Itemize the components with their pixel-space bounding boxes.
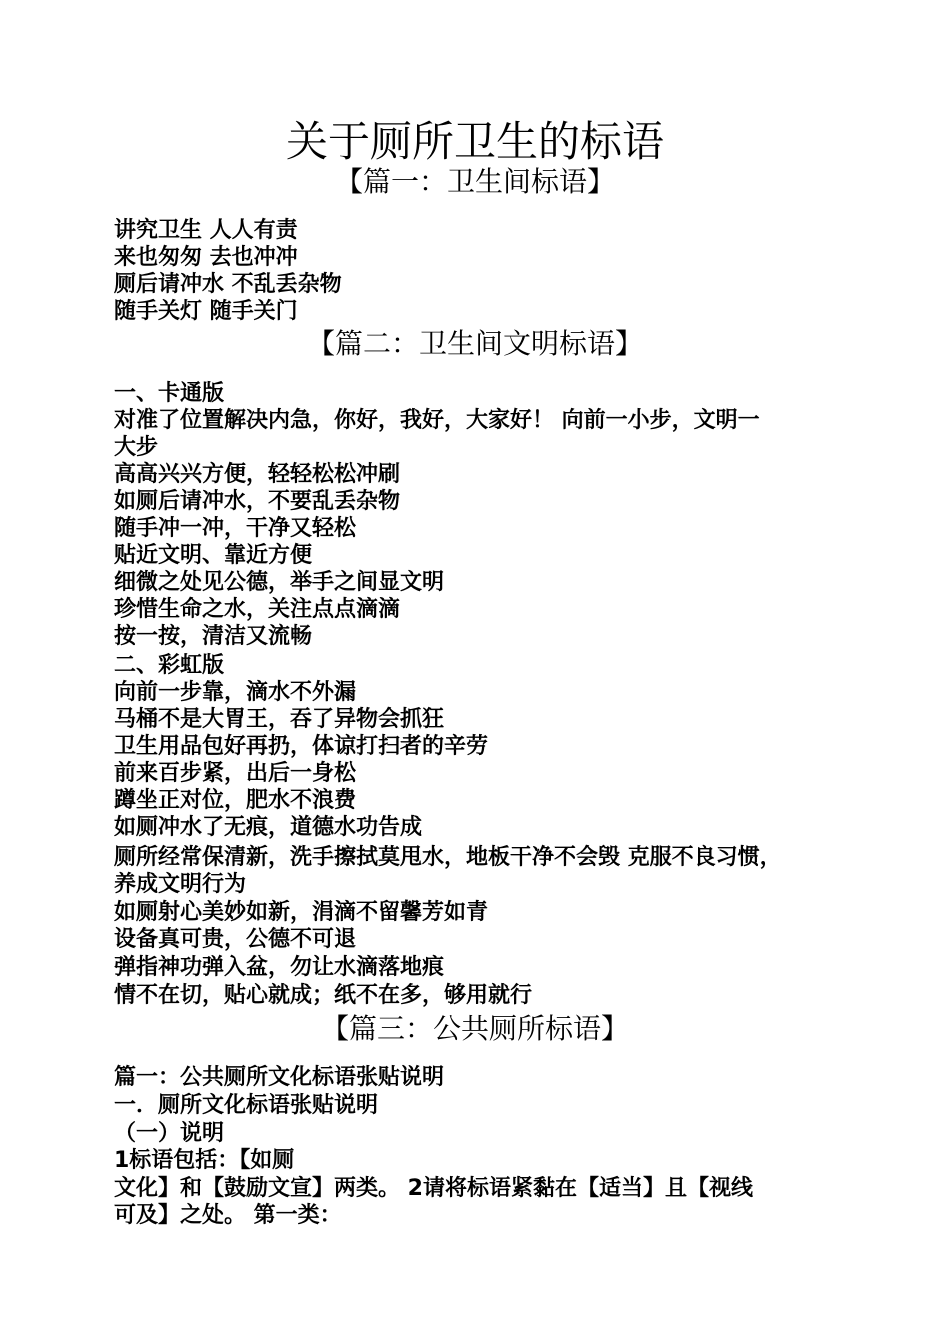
text-line: （一）说明 — [114, 1121, 225, 1146]
text-line: 对准了位置解决内急，你好，我好，大家好！ 向前一小步，文明一 — [114, 408, 760, 433]
text-line: 文化】和【鼓励文宣】两类。 2请将标语紧黏在【适当】且【视线 — [114, 1176, 753, 1201]
text-line: 篇一：公共厕所文化标语张贴说明 — [114, 1065, 445, 1090]
text-line: 卫生用品包好再扔，体谅打扫者的辛劳 — [114, 734, 489, 759]
text-line: 蹲坐正对位，肥水不浪费 — [114, 788, 357, 813]
text-line: 讲究卫生 人人有责 — [114, 218, 298, 243]
text-line: 厕所经常保清新，洗手擦拭莫甩水，地板干净不会毁 克服不良习惯， — [114, 845, 782, 870]
text-line: 细微之处见公德，举手之间显文明 — [114, 570, 445, 595]
text-line: 如厕后请冲水，不要乱丢杂物 — [114, 489, 401, 514]
text-line: 弹指神功弹入盆，勿让水滴落地痕 — [114, 955, 445, 980]
text-line: 情不在切，贴心就成；纸不在多，够用就行 — [114, 983, 533, 1008]
text-line: 如厕冲水了无痕，道德水功告成 — [114, 815, 423, 840]
text-line: 养成文明行为 — [114, 872, 247, 897]
document-title: 关于厕所卫生的标语 — [285, 117, 664, 166]
section-heading-2: 【篇二：卫生间文明标语】 — [306, 327, 643, 360]
text-line: 1标语包括：【如厕 — [114, 1148, 295, 1173]
text-line: 按一按，清洁又流畅 — [114, 624, 313, 649]
text-line: 来也匆匆 去也冲冲 — [114, 245, 298, 270]
text-line: 一．厕所文化标语张贴说明 — [114, 1093, 379, 1118]
text-line: 向前一步靠，滴水不外漏 — [114, 680, 357, 705]
text-line: 随手关灯 随手关门 — [114, 299, 298, 324]
text-line: 前来百步紧，出后一身松 — [114, 761, 357, 786]
text-line: 贴近文明、靠近方便 — [114, 543, 313, 568]
text-line: 高高兴兴方便，轻轻松松冲刷 — [114, 462, 401, 487]
text-line: 珍惜生命之水，关注点点滴滴 — [114, 597, 401, 622]
text-line: 厕后请冲水 不乱丢杂物 — [114, 272, 342, 297]
text-line: 如厕射心美妙如新，涓滴不留馨芳如青 — [114, 900, 489, 925]
text-line: 二、彩虹版 — [114, 653, 225, 678]
text-line: 一、卡通版 — [114, 381, 225, 406]
text-line: 可及】之处。 第一类： — [114, 1203, 342, 1228]
text-line: 设备真可贵，公德不可退 — [114, 927, 357, 952]
section-heading-3: 【篇三：公共厕所标语】 — [320, 1012, 629, 1045]
text-line: 马桶不是大胃王，吞了异物会抓狂 — [114, 707, 445, 732]
section-heading-1: 【篇一：卫生间标语】 — [334, 165, 615, 198]
text-line: 随手冲一冲，干净又轻松 — [114, 516, 357, 541]
text-line: 大步 — [114, 435, 159, 460]
